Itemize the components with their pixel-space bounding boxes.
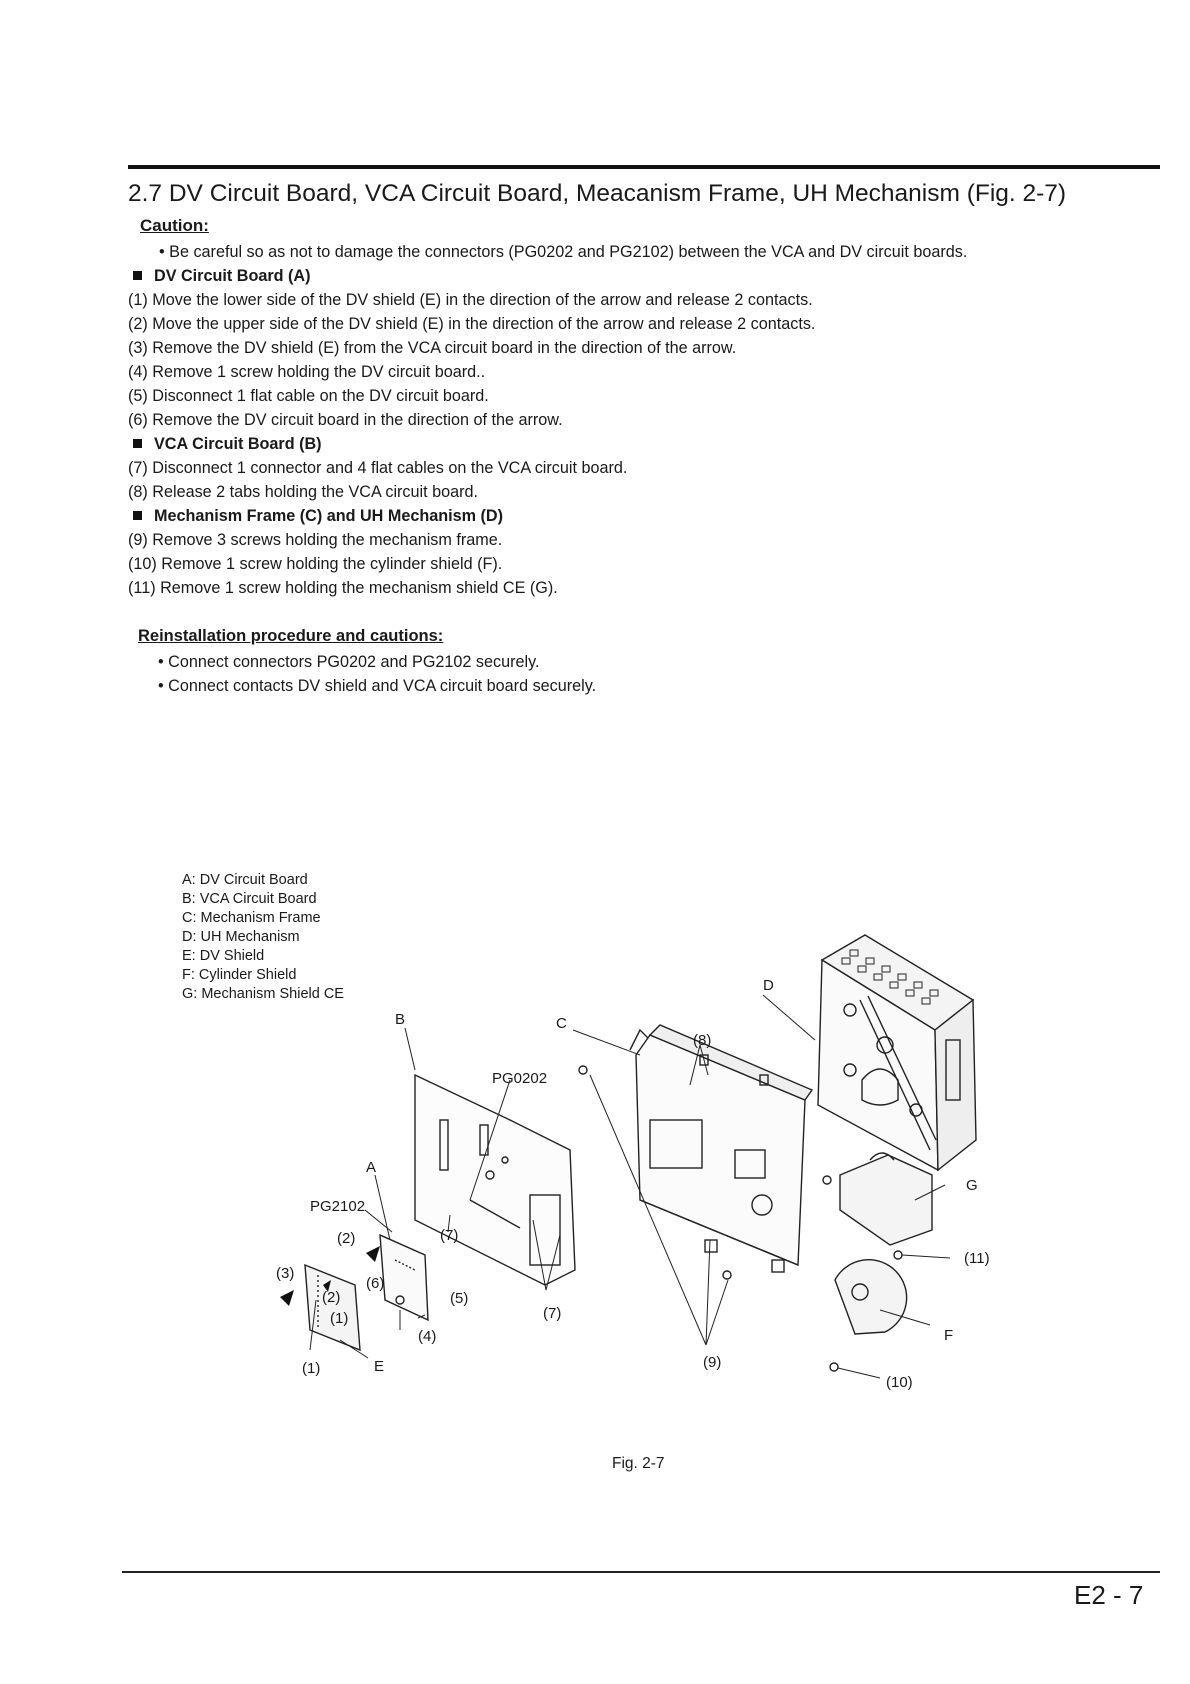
dv-heading-text: DV Circuit Board (A) <box>154 267 311 285</box>
label-2: (2) <box>337 1230 356 1247</box>
label-8: (8) <box>693 1032 712 1049</box>
page-number: E2 - 7 <box>1074 1580 1144 1610</box>
label-9: (9) <box>703 1354 722 1371</box>
step-item: (10) Remove 1 screw holding the cylinder shield (F). <box>128 555 503 573</box>
label-3: (3) <box>276 1265 295 1282</box>
step-item: (9) Remove 3 screws holding the mechanism frame. <box>128 531 503 549</box>
legend-item: B: VCA Circuit Board <box>182 891 317 907</box>
label-1-inner: (1) <box>330 1310 349 1327</box>
step-item: (7) Disconnect 1 connector and 4 flat cables on the VCA circuit board. <box>128 459 628 477</box>
label-7-upper: (7) <box>440 1227 459 1244</box>
label-4: (4) <box>418 1328 437 1345</box>
legend-item: G: Mechanism Shield CE <box>182 986 344 1002</box>
bottom-rule <box>122 1571 1160 1573</box>
caution-title: Caution: <box>140 216 209 235</box>
label-f: F <box>944 1327 954 1344</box>
label-d: D <box>763 977 774 994</box>
step-item: (1) Move the lower side of the DV shield (E) in the direction of the arrow and release 2 contacts. <box>128 291 813 309</box>
label-5: (5) <box>450 1290 469 1307</box>
caution-bullet: • Be careful so as not to damage the connectors (PG0202 and PG2102) between the VCA and DV circuit boards. <box>159 243 968 261</box>
uh-mechanism-drawing <box>818 935 976 1170</box>
label-b: B <box>395 1011 406 1028</box>
label-pg0202: PG0202 <box>492 1070 548 1087</box>
reinstall-bullet: • Connect connectors PG0202 and PG2102 securely. <box>158 653 540 671</box>
label-7-lower: (7) <box>543 1305 562 1322</box>
figure-caption: Fig. 2-7 <box>612 1455 665 1472</box>
step-item: (2) Move the upper side of the DV shield (E) in the direction of the arrow and release 2 contacts. <box>128 315 816 333</box>
legend-item: C: Mechanism Frame <box>182 910 321 926</box>
reinstall-title: Reinstallation procedure and cautions: <box>138 627 444 645</box>
label-6: (6) <box>366 1275 385 1292</box>
label-c: C <box>556 1015 567 1032</box>
label-a: A <box>366 1159 377 1176</box>
cylinder-shield-drawing <box>835 1260 907 1334</box>
label-e: E <box>374 1358 385 1375</box>
legend-item: A: DV Circuit Board <box>182 872 308 888</box>
step-item: (3) Remove the DV shield (E) from the VCA circuit board in the direction of the arrow. <box>128 339 737 357</box>
step-item: (6) Remove the DV circuit board in the direction of the arrow. <box>128 411 563 429</box>
section-title: 2.7 DV Circuit Board, VCA Circuit Board, Meacanism Frame, UH Mechanism (Fig. 2-7) <box>128 180 1067 207</box>
label-pg2102: PG2102 <box>310 1198 366 1215</box>
label-11: (11) <box>964 1250 990 1267</box>
step-item: (5) Disconnect 1 flat cable on the DV circuit board. <box>128 387 489 405</box>
dv-shield-drawing <box>305 1265 360 1350</box>
mechanism-frame-drawing <box>630 1025 812 1272</box>
vca-heading-text: VCA Circuit Board (B) <box>154 435 322 453</box>
reinstall-bullet: • Connect contacts DV shield and VCA circuit board securely. <box>158 677 597 695</box>
label-1: (1) <box>302 1360 321 1377</box>
label-2-inner: (2) <box>322 1289 341 1306</box>
legend-item: F: Cylinder Shield <box>182 967 297 983</box>
step-item: (8) Release 2 tabs holding the VCA circuit board. <box>128 483 479 501</box>
vca-board-drawing <box>415 1075 575 1285</box>
mechanism-shield-drawing <box>840 1153 932 1245</box>
legend-item: D: UH Mechanism <box>182 929 300 945</box>
mech-heading-text: Mechanism Frame (C) and UH Mechanism (D) <box>154 507 503 525</box>
step-item: (11) Remove 1 screw holding the mechanism shield CE (G). <box>128 579 558 597</box>
step-item: (4) Remove 1 screw holding the DV circuit board.. <box>128 363 486 381</box>
dv-board-drawing <box>380 1235 428 1320</box>
label-10: (10) <box>886 1374 913 1391</box>
label-g: G <box>966 1177 978 1194</box>
legend-item: E: DV Shield <box>182 948 265 964</box>
